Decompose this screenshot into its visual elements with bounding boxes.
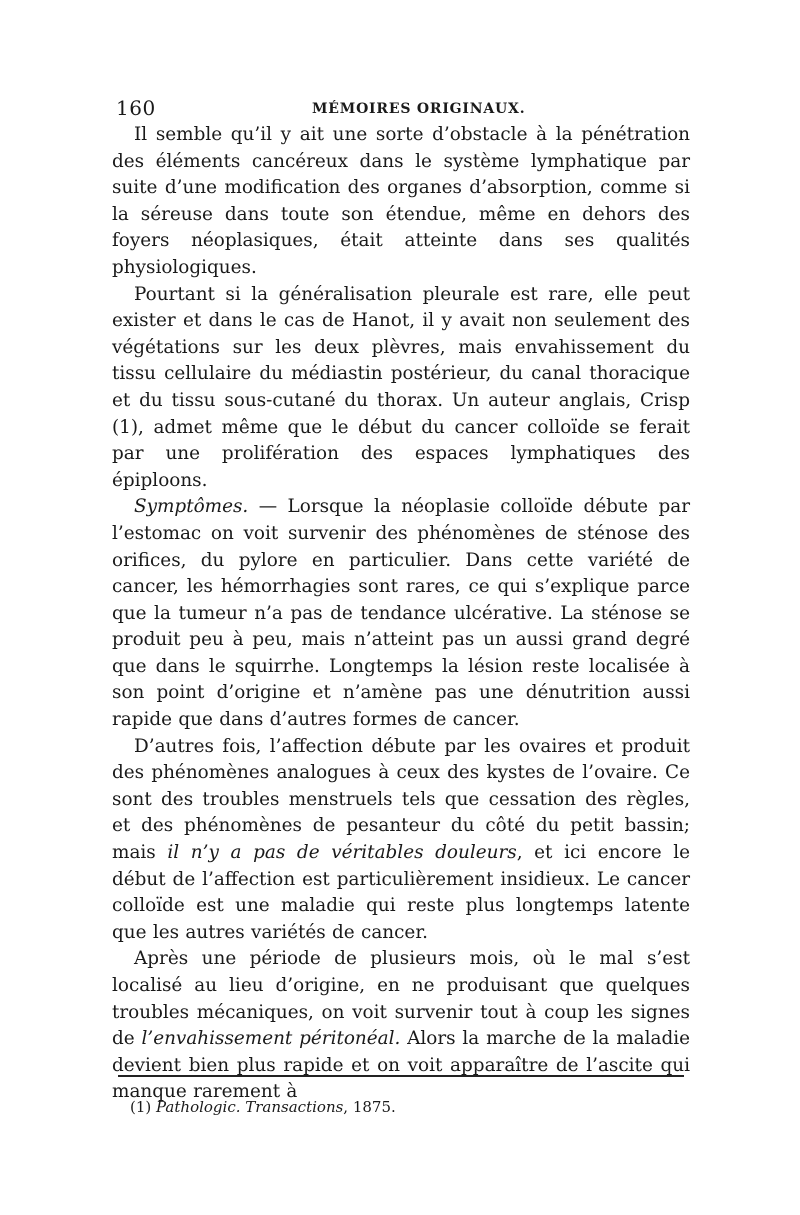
footnote-year: , 1875. bbox=[343, 1098, 396, 1116]
paragraph-1: Il semble qu’il y ait une sorte d’obstacle à la pénétration des éléments cancéreux dans le système lymphatique par suite d’une modification des organes d’absorption, comme si la séreuse dans toute son étendue, même en dehors des foyers néoplasiques, était atteinte dans ses qualités physiologiques. bbox=[112, 124, 690, 278]
paragraph-4 bbox=[112, 734, 690, 947]
paragraph-5-text-b: Alors la marche de la maladie devient bien plus rapide et on voit apparaître de l’ascite qui manque rarement à bbox=[112, 1028, 690, 1103]
footnote-source: Pathologic. Transactions bbox=[156, 1098, 344, 1116]
paragraph-2: Pourtant si la généralisation pleurale est rare, elle peut exister et dans le cas de Hanot, il y avait non seulement des végétations sur les deux plèvres, mais envahissement du tissu cellulaire du médiastin postérieur, du canal thoracique et du tissu sous-cutané du thorax. Un auteur anglais, Crisp (1), admet même que le début du cancer colloïde se ferait par une prolifération des espaces lymphatiques des épiploons. bbox=[112, 283, 690, 491]
footnote-marker: (1) bbox=[130, 1098, 157, 1116]
paragraph-5-italic: l’envahissement péritonéal. bbox=[141, 1028, 401, 1050]
running-title: MÉMOIRES ORIGINAUX. bbox=[312, 101, 526, 117]
page-content bbox=[112, 92, 690, 1106]
page-number: 160 bbox=[116, 96, 156, 120]
paragraph-4-text-a: D’autres fois, l’affection débute par les ovaires et produit des phénomènes analogues à ceux des kystes de l’ovaire. Ce sont des troubles menstruels tels que cessation des règles, et des phénomènes de pesanteur du côté du petit bassin; mais bbox=[112, 735, 690, 864]
paragraph-4-text-b: , et ici encore le début de l’affection est particulièrement insidieux. Le cancer colloïde est une maladie qui reste plus longtemps latente que les autres variétés de cancer. bbox=[112, 842, 690, 943]
footnote bbox=[130, 1098, 396, 1116]
paragraph-3-text: — Lorsque la néoplasie colloïde débute par l’estomac on voit survenir des phénomènes de sténose des orifices, du pylore en particulier. Dans cette variété de cancer, les hémorrhagies sont rares, ce qui s’explique parce que la tumeur n’a pas de tendance ulcérative. La sténose se produit peu à peu, mais n’atteint pas un aussi grand degré que dans le squirrhe. Longtemps la lésion reste localisée à son point d’origine et n’amène pas une dénutrition aussi rapide que dans d’autres formes de cancer. bbox=[112, 496, 690, 731]
paragraph-4-italic: il n’y a pas de véritables douleurs bbox=[167, 842, 517, 864]
paragraph-3 bbox=[112, 494, 690, 733]
page-header bbox=[112, 92, 690, 122]
footnote-divider bbox=[118, 1075, 684, 1077]
body-text bbox=[112, 122, 690, 1106]
paragraph-5 bbox=[112, 946, 690, 1106]
section-heading-symptomes: Symptômes. bbox=[134, 496, 249, 518]
paragraph-5-text-a: Après une période de plusieurs mois, où le mal s’est localisé au lieu d’origine, en ne produisant que quelques troubles mécaniques, on voit survenir tout à coup les signes de bbox=[112, 948, 690, 1050]
